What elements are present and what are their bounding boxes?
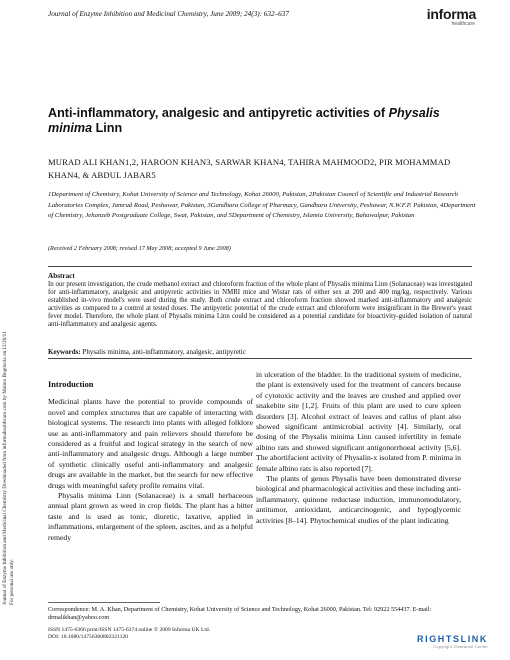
body-column-right: [256, 370, 461, 526]
rightslink-subtext: Copyright Clearance Center: [433, 644, 488, 649]
keywords-text: Physalis minima, anti-inflammatory, analgesic, antipyretic: [82, 348, 246, 356]
rightslink-logo[interactable]: [417, 634, 488, 649]
title-suffix: Linn: [95, 121, 123, 135]
intro-paragraph-4: The plants of genus Physalis have been demonstrated diverse biological and pharmacological activities and these including anti-inflammatory, quinone reductase induction, immunomodulatory, antitumor, antioxidant, anticarcinogenic, and hypoglycemic activities [8–14]. Phytochemical studies of the plant indicating: [256, 474, 461, 525]
introduction-heading: Introduction: [48, 380, 94, 389]
title-prefix: Anti-inflammatory, analgesic and antipyretic activities of: [48, 106, 386, 120]
article-title: [48, 106, 468, 136]
intro-paragraph-1: Medicinal plants have the potential to provide compounds of novel and complex structures that are capable of interacting with biological systems. The research into plants with alleged folklore use as anti-inflammatory and pain relievers should therefore be considered as a fruitful and logical strategy in the search of new anti-inflammatory and analgesic drugs. Although a large number of synthetic clinically useful anti-inflammatory and analgesic drugs are available in the market, but the search for new effective drugs with meaningful safety profile remains vital.: [48, 397, 253, 490]
intro-paragraph-2: Physalis minima Linn (Solanaceae) is a small herbaceous annual plant grown as weed in crop fields. The plant has a bitter taste and is used as tonic, diuretic, laxative, applied in inflammations, enlargement of the spleen, ascites, and as a helpful remedy: [48, 491, 253, 542]
author-list: MURAD ALI KHAN1,2, HAROON KHAN3, SARWAR KHAN4, TAHIRA MAHMOOD2, PIR MOHAMMAD KHAN4, & ABDUL JABAR5: [48, 157, 451, 180]
correspondence-footnote: Correspondence: M. A. Khan, Department of Chemistry, Kohat University of Science and Technology, Kohat 26000, Pakistan. Tel: 92922 554437. E-mail: drmalikhan@yahoo.com: [48, 606, 432, 621]
journal-citation: Journal of Enzyme Inhibition and Medicinal Chemistry, June 2009; 24(3): 632–637: [48, 10, 289, 18]
side-note-text: Journal of Enzyme Inhibition and Medicinal Chemistry Downloaded from informahealthcare.com by Maimo Bogdoola on 12/26/11 For personal use only.: [2, 331, 15, 605]
received-dates: (Received 2 February 2008; revised 17 May 2008; accepted 9 June 2008): [48, 245, 231, 252]
keywords-line: [48, 348, 472, 356]
footnote-rule: [48, 602, 160, 603]
title-species: Physalis minima: [48, 106, 440, 135]
abstract-heading: Abstract: [48, 272, 75, 280]
issn-block: [48, 627, 348, 641]
informa-logo-subtext: healthcare: [451, 21, 475, 27]
body-column-left: [48, 380, 253, 543]
keywords-label: Keywords:: [48, 348, 81, 356]
rightslink-text: RIGHTSLINK: [417, 634, 488, 644]
intro-paragraph-3: in ulceration of the bladder. In the traditional system of medicine, the plant is extensively used for the treatment of cancers because of cytotoxic activity and the leaves are crushed and applied over snakebite site [1,2]. Fruits of this plant are used to cure spleen disorders [3]. Alcohol extract of leaves and callus of plant also showed significant antimicrobial activity [4]. Similarly, oral dosing of the Physalis minima Linn caused infertility in female albino rats and showed significant antigonorrhoeal activity [5,6]. The abortifacient activity of Physalin-x isolated from P. minima in female albino rats is also reported [7].: [256, 370, 461, 473]
download-side-note: [2, 165, 22, 605]
issn-line: ISSN 1475-6366 print/ISSN 1475-6374 online © 2009 Informa UK Ltd.: [48, 627, 211, 633]
abstract-text: In our present investigation, the crude methanol extract and chloroform fraction of the whole plant of Physalis minima Linn (Solanaceae) was investigated for anti-inflammatory, analgesic and antipyretic activities in NMRI mice and Wistar rats of either sex at 200 and 400 mg/kg, respectively. Various established in-vivo model's were used during the study. Both crude extract and chloroform fraction showed marked anti-inflammatory and analgesic activities as compared to a control at tested doses. The antipyretic potential of the crude extract and chloroform were insignificant in the Brewer's yeast fever model. Therefore, the whole plant of Physalis minima Linn could be considered as a potential candidate for bioactivity-guided isolation of natural anti-inflammatory and analgesic agents.: [48, 281, 472, 329]
abstract-bottom-rule: [48, 358, 472, 359]
informa-logo-text: informa: [426, 6, 476, 22]
author-affiliations: 1Department of Chemistry, Kohat University of Science and Technology, Kohat 26000, Pakistan, 2Pakistan Council of Scientific and Industrial Research Laboratories Complex, Jamrud Road, Peshawar, Pakistan, 3Gandhara College of Pharmacy, Gandhara University, Peshawar, N.W.F.P. Pakistan, 4Department of Chemistry, Jehanzeb Postgraduate College, Swat, Pakistan, and 5Department of Chemistry, Islamia University, Bahawalpur, Pakistan: [48, 191, 476, 220]
publisher-logo: [427, 7, 476, 27]
doi-line: DOI: 10.1080/14756360802321120: [48, 634, 128, 640]
abstract-top-rule: [48, 266, 472, 267]
